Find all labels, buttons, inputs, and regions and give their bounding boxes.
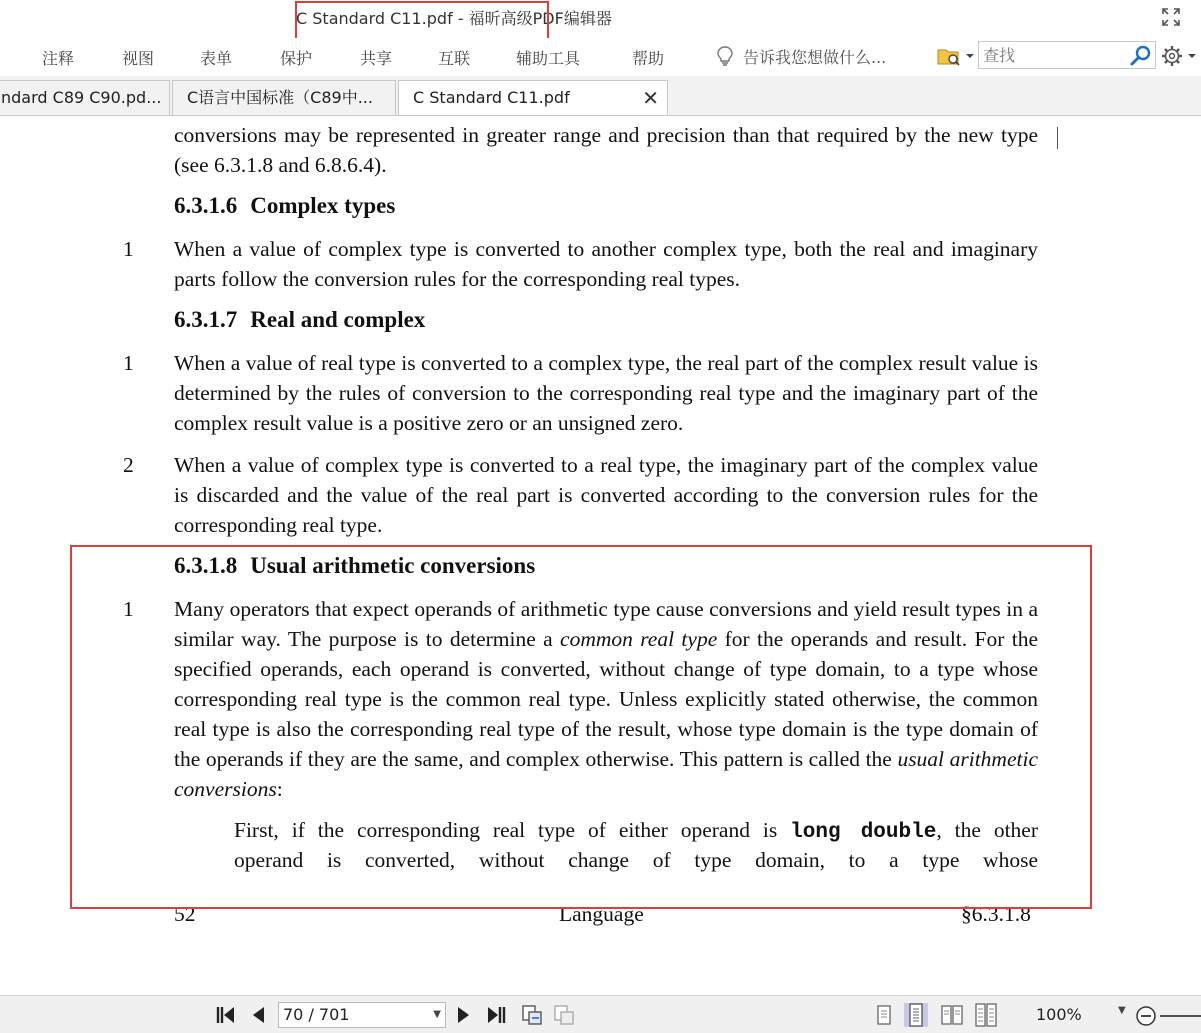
menu-help[interactable]: 帮助 [632,49,665,68]
paragraph: When a value of complex type is converted to a real type, the imaginary part of the complex value is discarded and the value of the real part is converted according to the conversion rules for the corresponding real type. [174,453,1038,537]
paragraph-text: : [276,777,283,801]
rule-line: operand is converted, without change of type domain, to a type whose [234,848,1038,872]
search-input[interactable] [983,44,1123,66]
term-emphasis: usual arithmetic conversions [174,747,1038,801]
tell-me-search[interactable] [715,44,886,68]
first-page-icon[interactable] [214,1003,238,1027]
status-bar [0,995,1201,1033]
paragraph-number: 2 [123,453,134,477]
section-title: Complex types [250,193,396,218]
ribbon-menu-bar [0,38,1201,74]
term-emphasis: common real type [560,627,718,651]
facing-view-icon[interactable] [940,1003,964,1027]
window-title: C Standard C11.pdf - 福昕高级PDF编辑器 [296,9,612,28]
paragraph: When a value of complex type is converted to another complex type, both the real and imaginary parts follow the conversion rules for the corresponding real types. [174,237,1038,291]
paragraph-text: for the operands and result. For the specified operands, each operand is converted, without change of type domain, to a type whose corresponding real type is the common real type. Unless explicitly stated otherwise, the common real type is also the corresponding real type of the result, whose type domain is the type domain of the operands if they are the same, and complex otherwise. This pattern is called the [174,627,1038,771]
tab-c-chinese-standard[interactable] [172,80,396,116]
gear-icon[interactable] [1160,42,1200,70]
title-bar [0,0,1201,38]
menu-protect[interactable]: 保护 [280,49,313,68]
page-number-select[interactable] [278,1002,446,1028]
zoom-level[interactable]: 100% [1036,1005,1082,1024]
rule-text: , the other [936,818,1038,842]
continuous-facing-view-icon[interactable] [974,1003,998,1027]
rule-line [234,815,1038,848]
section-number: 6.3.1.7 [174,307,238,332]
last-page-icon[interactable] [484,1003,508,1027]
menu-comment[interactable]: 注释 [42,49,75,68]
menu-connect[interactable]: 互联 [438,49,471,68]
search-icon[interactable] [1129,44,1153,68]
zoom-dropdown-icon[interactable]: ▼ [1118,1005,1126,1016]
paragraph-number: 1 [123,597,134,621]
chevron-down-icon: ▼ [433,1009,441,1020]
section-number: 6.3.1.8 [174,553,238,578]
search-box [978,41,1156,69]
section-number: 6.3.1.6 [174,193,238,218]
tell-me-text: 告诉我您想做什么... [743,47,887,67]
tab-label: C语言中国标准（C89中... [187,88,373,107]
code-keyword: long double [790,821,937,844]
chapter-footer: Language [559,902,644,926]
section-footer: §6.3.1.8 [961,902,1031,926]
paragraph-text: Many operators that expect operands of arithmetic type cause conversions and yield result types in a similar way. The purpose is to determine a [174,597,1038,651]
previous-view-icon[interactable] [520,1003,544,1027]
rule-text: First, if the corresponding real type of either operand is [234,818,791,842]
zoom-slider[interactable] [1160,1015,1201,1017]
menu-accessibility[interactable]: 辅助工具 [516,49,581,68]
section-title: Real and complex [250,307,426,332]
paragraph: When a value of real type is converted to a complex type, the real part of the complex result value is determined by the rules of conversion to the corresponding real type and the imaginary part of the complex result value is a positive zero or an unsigned zero. [174,351,1038,435]
paragraph [174,594,1038,804]
continuous-view-icon[interactable] [904,1003,928,1027]
menu-view[interactable]: 视图 [122,49,155,68]
close-icon[interactable]: ✕ [642,86,659,110]
menu-share[interactable]: 共享 [360,49,393,68]
lightbulb-icon [715,45,735,67]
text-cursor [1057,127,1058,149]
page-number-footer: 52 [174,902,196,926]
document-tab-bar [0,76,1201,116]
tab-c89-c90[interactable] [0,80,170,116]
fullscreen-icon[interactable] [1158,4,1184,30]
tab-label: ndard C89 C90.pd... [1,88,162,107]
section-heading [174,191,395,221]
next-page-icon[interactable] [452,1003,476,1027]
zoom-out-icon[interactable] [1134,1004,1158,1028]
section-title: Usual arithmetic conversions [250,553,536,578]
section-heading [174,305,425,335]
single-page-view-icon[interactable] [872,1003,896,1027]
pdf-page-view[interactable] [0,117,1201,995]
paragraph-number: 1 [123,351,134,375]
next-view-icon[interactable] [552,1003,576,1027]
tab-label: C Standard C11.pdf [413,88,570,107]
previous-page-icon[interactable] [246,1003,270,1027]
section-heading [174,551,535,581]
tab-c-standard-c11[interactable] [398,80,668,116]
page-indicator: 70 / 701 [283,1005,350,1024]
menu-form[interactable]: 表单 [200,49,233,68]
paragraph-number: 1 [123,237,134,261]
folder-search-icon[interactable] [936,44,976,68]
intro-paragraph: conversions may be represented in greater range and precision than that required by the new type (see 6.3.1.8 and 6.8.6.4). [174,123,1038,177]
